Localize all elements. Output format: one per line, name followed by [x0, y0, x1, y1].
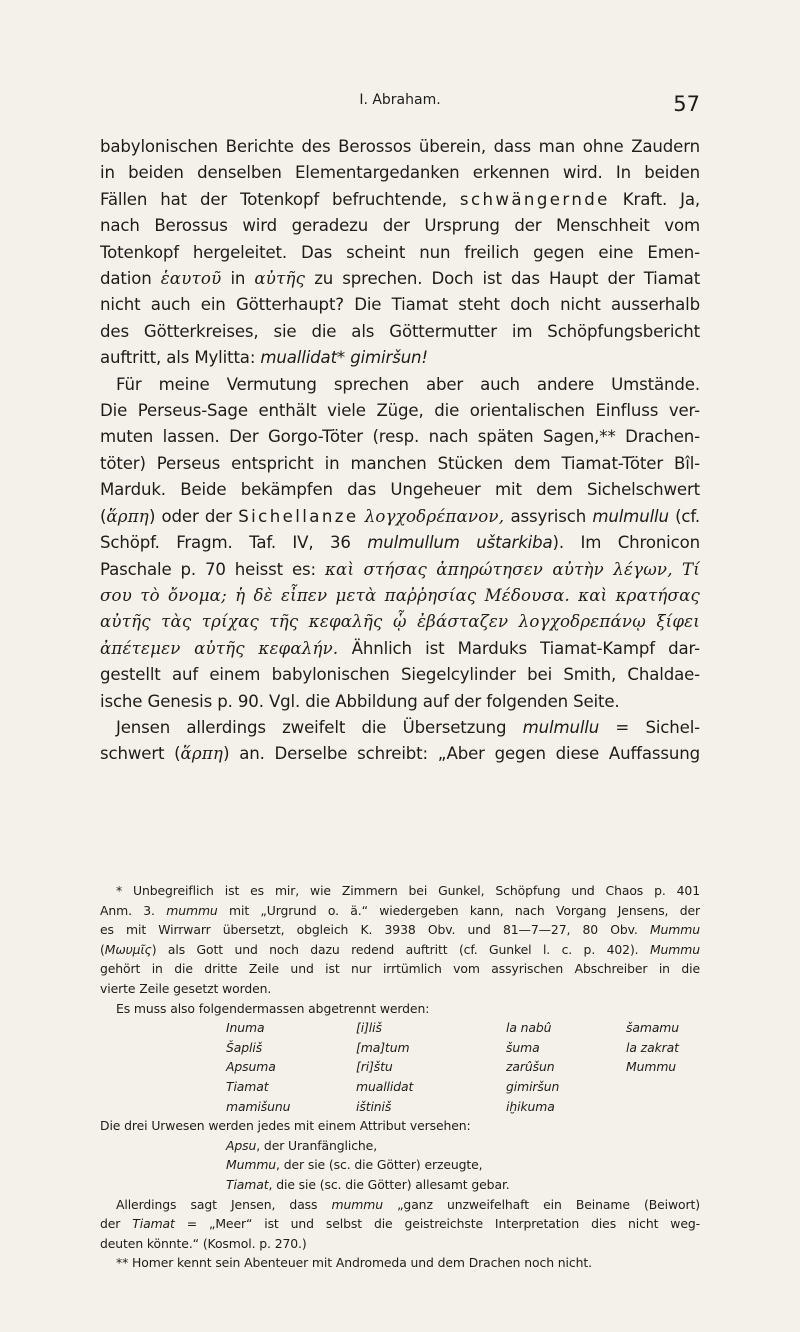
text-line: schwert (ἅρπη) an. Derselbe schreibt: „Aber gegen diese Auffassung [100, 744, 700, 764]
footnote-line: Anm. 3. mummu mit „Urgrund o. ä.“ wiedergeben kann, nach Vorgang Jensens, der [100, 902, 701, 918]
italic-term: muallidat* [260, 348, 346, 368]
text-line: Für meine Vermutung sprechen aber auch andere Umstände. [116, 374, 700, 394]
text-line: Marduk. Beide bekämpfen das Ungeheuer mit dem Sichelschwert [100, 480, 700, 500]
footnote-line: Allerdings sagt Jensen, dass mummu „ganz unzweifelhaft ein Beiname (Beiwort) [116, 1196, 701, 1212]
footnote-line: der Tiamat = „Meer“ ist und selbst die geistreichste Interpretation dies nicht weg- [100, 1216, 700, 1232]
text-line: Totenkopf hergeleitet. Das scheint nun freilich gegen eine Emen- [100, 242, 700, 262]
text-line: babylonischen Berichte des Berossos überein, dass man ohne Zaudern [100, 137, 700, 156]
spaced-emphasis: schwängernde [459, 189, 610, 209]
attribute-line: Apsu, der Uranfängliche, [226, 1137, 378, 1153]
greek-word: ἑαυτοῦ [160, 269, 222, 289]
footnote-line: (Μωυμῖς) als Gott und noch dazu redend auftritt (cf. Gunkel l. c. p. 402). Mummu [100, 941, 700, 957]
running-head-author: I. Abraham. [359, 92, 441, 108]
footnote-line: deuten könnte.“ (Kosmol. p. 270.) [100, 1235, 307, 1251]
greek-line: αὐτῆς τὰς τρίχας τῆς κεφαλῆς ᾧ ἐβάσταζεν λογχοδρεπάνῳ ξίφει [100, 612, 700, 632]
greek-word: αὐτῆς [254, 269, 306, 289]
text-line: gestellt auf einem babylonischen Siegelcylinder bei Smith, Chaldae- [100, 665, 700, 685]
transliteration-row: mamišunu ištiniš iḫikuma [226, 1098, 555, 1114]
footnote-line: gehört in die dritte Zeile und ist nur irrtümlich vom assyrischen Abschreiber in die [100, 961, 700, 977]
text-line: Schöpf. Fragm. Taf. IV, 36 mulmullum uštarkiba). Im Chronicon [100, 533, 700, 553]
text-line: muten lassen. Der Gorgo-Töter (resp. nach späten Sagen,** Drachen- [100, 427, 700, 447]
text-line: Paschale p. 70 heisst es: καὶ στήσας ἀπηρώτησεν αὐτὴν λέγων, Τί [100, 559, 700, 579]
transliteration-row: Apsuma [ri]štu zarûšun Mummu [226, 1059, 677, 1075]
text-line: des Götterkreises, sie die als Göttermutter im Schöpfungsbericht [100, 321, 700, 341]
text-line: nach Berossus wird geradezu der Ursprung der Menschheit vom [100, 216, 700, 236]
body-text [100, 134, 700, 768]
footnote-line: * Unbegreiflich ist es mir, wie Zimmern bei Gunkel, Schöpfung und Chaos p. 401 [116, 883, 700, 898]
running-head [0, 92, 800, 116]
text-line: töter) Perseus entspricht in manchen Stücken dem Tiamat-Töter Bîl- [100, 453, 700, 473]
attribute-line: Mummu, der sie (sc. die Götter) erzeugte, [226, 1157, 483, 1173]
text-line: ische Genesis p. 90. Vgl. die Abbildung auf der folgenden Seite. [100, 691, 620, 711]
greek-line: σου τὸ ὄνομα; ἡ δὲ εἶπεν μετὰ παῤῥησίας Μέδουσα. καὶ κρατήσας [100, 585, 700, 605]
footnote-line: Die drei Urwesen werden jedes mit einem Attribut versehen: [100, 1118, 471, 1134]
footnote-line: ** Homer kennt sein Abenteuer mit Andromeda und dem Drachen noch nicht. [116, 1255, 592, 1271]
text-line: nicht auch ein Götterhaupt? Die Tiamat steht doch nicht ausserhalb [100, 295, 700, 315]
footnotes [100, 881, 700, 1273]
transliteration-row: Šapliš [ma]tum šuma la zakrat [226, 1039, 679, 1055]
footnote-line: Es muss also folgendermassen abgetrennt werden: [116, 1000, 430, 1016]
text-line: Die Perseus-Sage enthält viele Züge, die orientalischen Einfluss ver- [100, 401, 700, 421]
text-line: (ἅρπη) oder der Sichellanze λογχοδρέπανον, assyrisch mulmullu (cf. [100, 506, 701, 526]
text-line: Jensen allerdings zweifelt die Übersetzung mulmullu = Sichel- [116, 717, 700, 737]
text-line: Fällen hat der Totenkopf befruchtende, schwängernde Kraft. Ja, [100, 189, 700, 209]
transliteration-row: Inuma [i]liš la nabû šamamu [226, 1020, 680, 1036]
footnote-line: vierte Zeile gesetzt worden. [100, 980, 272, 996]
attribute-line: Tiamat, die sie (sc. die Götter) allesamt gebar. [226, 1176, 510, 1192]
transliteration-row: Tiamat muallidat gimiršun [226, 1078, 560, 1094]
text-line: ἀπέτεμεν αὐτῆς κεφαλήν. Ähnlich ist Marduks Tiamat-Kampf dar- [100, 638, 701, 658]
page-number: 57 [673, 92, 700, 116]
footnote-line: es mit Wirrwarr übersetzt, obgleich K. 3938 Obv. und 81—7—27, 80 Obv. Mummu [100, 922, 701, 938]
text-line: dation ἑαυτοῦ in αὐτῆς zu sprechen. Doch ist das Haupt der Tiamat [100, 269, 701, 289]
italic-term: gimiršun! [350, 348, 428, 368]
text-line: auftritt, als Mylitta: muallidat* gimiršun! [100, 348, 428, 368]
text-line: in beiden denselben Elementargedanken erkennen wird. In beiden [100, 163, 700, 183]
